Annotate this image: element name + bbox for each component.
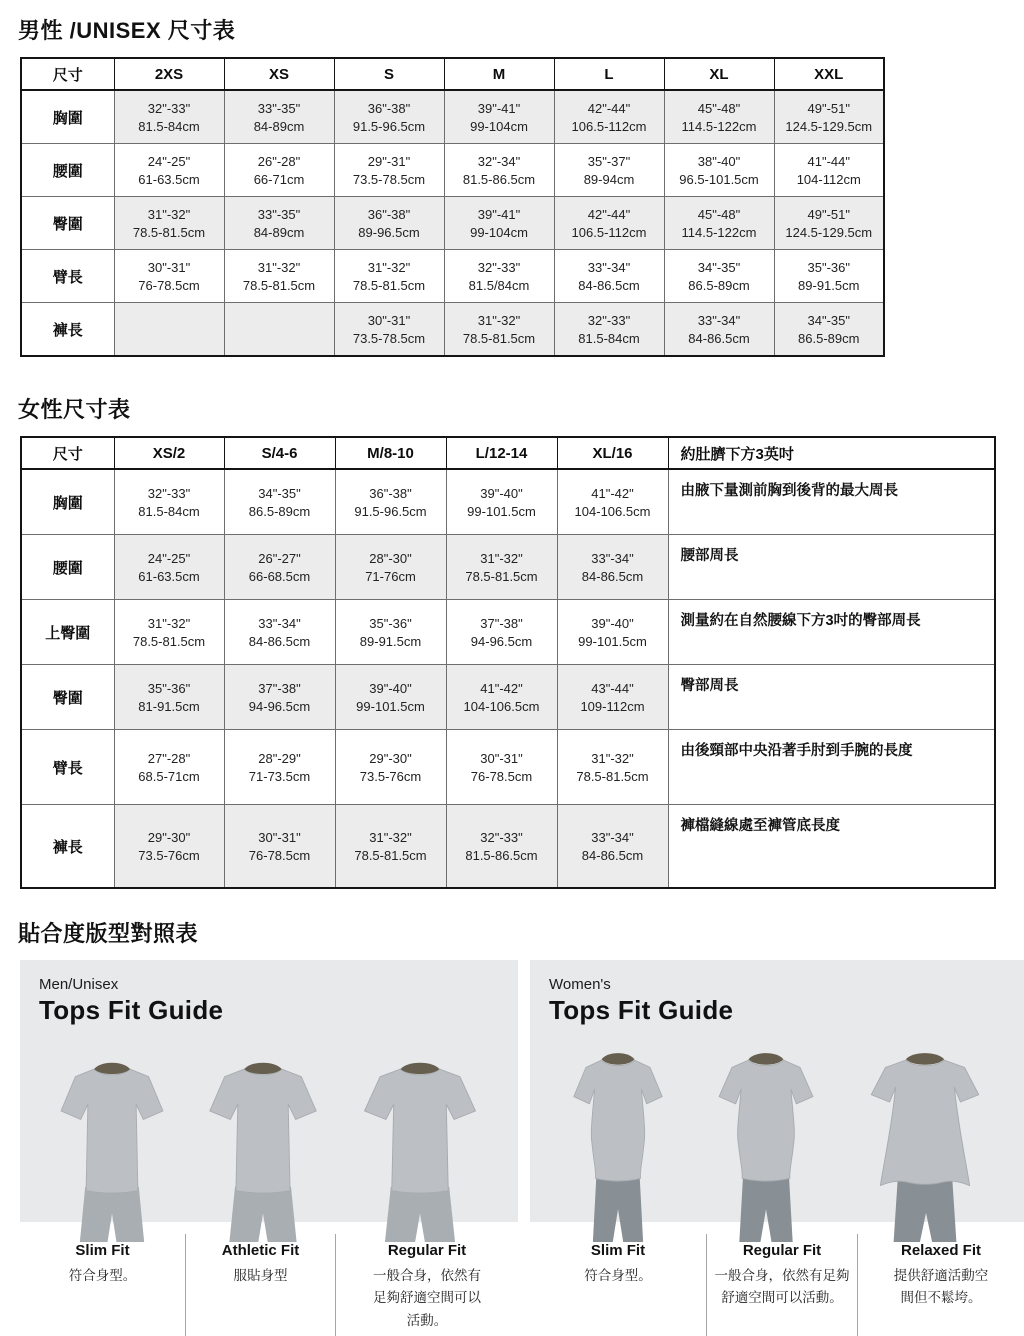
size-inches: 42"-44" xyxy=(587,206,631,222)
size-cell xyxy=(335,600,446,665)
row-label: 褲長 xyxy=(21,303,114,357)
size-inches: 31"-32" xyxy=(147,615,191,631)
size-cm: 84-86.5cm xyxy=(248,633,311,649)
size-cm: 68.5-71cm xyxy=(138,768,200,784)
size-cell xyxy=(334,250,444,303)
fit-description: 一般合身，依然有足夠舒適空間可以活動。 xyxy=(373,1268,481,1328)
size-cm: 81.5-86.5cm xyxy=(462,171,536,187)
fit-label-slim xyxy=(20,1234,185,1336)
size-inches: 30"-31" xyxy=(258,829,301,845)
womens-regular-tshirt-figure xyxy=(697,1042,835,1242)
size-inches: 26"-28" xyxy=(257,153,301,169)
size-inches: 31"-32" xyxy=(367,259,411,275)
size-inches: 31"-32" xyxy=(257,259,301,275)
size-cell xyxy=(114,197,224,250)
size-cell xyxy=(335,469,446,535)
table-row xyxy=(21,805,995,889)
row-label: 臂長 xyxy=(21,730,114,805)
size-inches: 31"-32" xyxy=(147,206,191,222)
fit-name: Regular Fit xyxy=(387,1242,467,1259)
column-header: M xyxy=(444,58,554,90)
mens-slim-tshirt-figure xyxy=(45,1052,179,1242)
row-label: 胸圍 xyxy=(21,90,114,144)
column-header: XL/16 xyxy=(557,437,668,469)
size-cell xyxy=(664,90,774,144)
size-cell xyxy=(114,303,224,357)
table-row xyxy=(21,469,995,535)
table-row xyxy=(21,730,995,805)
size-cm: 71-76cm xyxy=(365,568,416,584)
size-cell xyxy=(224,805,335,889)
size-cm: 104-112cm xyxy=(796,171,861,187)
size-cell xyxy=(114,730,224,805)
size-cell xyxy=(557,600,668,665)
size-cell xyxy=(446,600,557,665)
fit-name: Regular Fit xyxy=(742,1242,822,1259)
size-inches: 33"-35" xyxy=(257,100,301,116)
size-inches: 36"-38" xyxy=(367,206,411,222)
size-cell xyxy=(557,469,668,535)
size-cell xyxy=(554,144,664,197)
size-cm: 84-86.5cm xyxy=(578,277,640,293)
size-cell xyxy=(224,197,334,250)
fit-labels-row xyxy=(20,1234,1024,1336)
column-header: XXL xyxy=(774,58,884,90)
size-cm: 81.5-86.5cm xyxy=(465,847,538,863)
size-inches: 43"-44" xyxy=(591,680,634,696)
size-cell xyxy=(446,805,557,889)
size-cell xyxy=(114,805,224,889)
size-cm: 84-86.5cm xyxy=(581,568,644,584)
row-label: 臀圍 xyxy=(21,197,114,250)
table-row xyxy=(21,303,884,357)
column-header: 2XS xyxy=(114,58,224,90)
size-inches: 32"-33" xyxy=(147,100,191,116)
size-cell xyxy=(224,535,335,600)
size-inches: 34"-35" xyxy=(697,259,741,275)
column-header: S xyxy=(334,58,444,90)
size-cell xyxy=(774,144,884,197)
size-cm: 66-71cm xyxy=(253,171,305,187)
size-cell xyxy=(774,250,884,303)
size-cm: 99-104cm xyxy=(470,118,528,134)
size-cell xyxy=(444,303,554,357)
womens-slim-tshirt-figure xyxy=(553,1042,683,1242)
column-header: M/8-10 xyxy=(335,437,446,469)
column-header: XL xyxy=(664,58,774,90)
size-cm: 89-91.5cm xyxy=(359,633,422,649)
fit-label-regular xyxy=(335,1234,518,1336)
size-cm: 89-94cm xyxy=(583,171,635,187)
column-header: XS xyxy=(224,58,334,90)
table-row xyxy=(21,535,995,600)
size-inches: 45"-48" xyxy=(697,100,741,116)
size-cm: 104-106.5cm xyxy=(463,698,540,714)
size-inches: 29"-30" xyxy=(369,750,412,766)
size-inches: 38"-40" xyxy=(697,153,741,169)
size-cm: 91.5-96.5cm xyxy=(352,118,426,134)
size-cm: 124.5-129.5cm xyxy=(785,118,873,134)
size-inches: 39"-40" xyxy=(369,680,412,696)
mens-athletic-tshirt-figure xyxy=(193,1052,333,1242)
womens-fit-panel xyxy=(530,960,1024,1222)
size-inches: 29"-30" xyxy=(147,829,191,845)
size-inches: 33"-35" xyxy=(257,206,301,222)
size-cm: 91.5-96.5cm xyxy=(354,503,427,519)
size-cm: 61-63.5cm xyxy=(138,171,200,187)
mens-size-title: 男性 /UNISEX 尺寸表 xyxy=(18,18,236,43)
size-cm: 109-112cm xyxy=(580,698,645,714)
column-header: L xyxy=(554,58,664,90)
size-inches: 30"-31" xyxy=(367,312,411,328)
row-label: 腰圍 xyxy=(21,144,114,197)
size-cell xyxy=(224,90,334,144)
size-cell xyxy=(335,730,446,805)
size-cell xyxy=(557,805,668,889)
size-cm: 81-91.5cm xyxy=(138,698,200,714)
womens-panel-heading: Tops Fit Guide xyxy=(549,995,734,1025)
size-cm: 86.5-89cm xyxy=(688,277,750,293)
fit-guide-title: 貼合度版型對照表 xyxy=(18,921,199,946)
size-inches: 33"-34" xyxy=(591,829,634,845)
size-cm: 106.5-112cm xyxy=(571,224,647,240)
table-row xyxy=(21,665,995,730)
header-row xyxy=(21,58,884,90)
measure-description: 由腋下量測前胸到後背的最大周長 xyxy=(668,469,995,535)
table-row xyxy=(21,600,995,665)
size-cm: 86.5-89cm xyxy=(798,330,860,346)
size-cm: 86.5-89cm xyxy=(248,503,311,519)
size-cell xyxy=(224,665,335,730)
row-label: 上臀圍 xyxy=(21,600,114,665)
column-header: 尺寸 xyxy=(21,437,114,469)
size-cm: 81.5-84cm xyxy=(138,118,200,134)
size-inches: 33"-34" xyxy=(697,312,741,328)
size-cm: 76-78.5cm xyxy=(138,277,200,293)
size-cm: 73.5-76cm xyxy=(359,768,422,784)
size-chart-page xyxy=(0,14,1024,1328)
size-inches: 28"-29" xyxy=(258,750,301,766)
size-cell xyxy=(114,90,224,144)
size-cell xyxy=(334,144,444,197)
size-inches: 34"-35" xyxy=(258,485,301,501)
mens-fit-labels xyxy=(20,1234,518,1336)
size-cell xyxy=(334,197,444,250)
fit-description: 符合身型。 xyxy=(68,1268,137,1283)
size-inches: 33"-34" xyxy=(591,550,634,566)
size-cell xyxy=(224,250,334,303)
size-cell xyxy=(664,303,774,357)
header-row xyxy=(21,437,995,469)
size-inches: 39"-41" xyxy=(477,206,521,222)
mens-figures xyxy=(20,1052,518,1242)
size-cell xyxy=(444,144,554,197)
size-inches: 35"-36" xyxy=(147,680,191,696)
size-cell xyxy=(664,250,774,303)
size-cm: 84-89cm xyxy=(253,224,305,240)
size-inches: 34"-35" xyxy=(807,312,850,328)
fit-label-athletic xyxy=(185,1234,335,1336)
size-inches: 49"-51" xyxy=(807,206,850,222)
measure-description: 褲檔縫線處至褲管底長度 xyxy=(668,805,995,889)
size-cm: 89-91.5cm xyxy=(798,277,860,293)
size-inches: 32"-34" xyxy=(477,153,521,169)
size-inches: 32"-33" xyxy=(477,259,521,275)
size-cell xyxy=(557,730,668,805)
size-cell xyxy=(446,730,557,805)
size-cell xyxy=(446,535,557,600)
womens-relaxed-tshirt-figure xyxy=(849,1042,1001,1242)
size-cm: 78.5-81.5cm xyxy=(242,277,316,293)
size-cm: 78.5-81.5cm xyxy=(132,633,206,649)
size-cell xyxy=(554,303,664,357)
mens-fit-panel xyxy=(20,960,518,1222)
row-label: 臂長 xyxy=(21,250,114,303)
size-inches: 27"-28" xyxy=(147,750,191,766)
size-cm: 99-101.5cm xyxy=(356,698,425,714)
size-inches: 31"-32" xyxy=(591,750,634,766)
measure-description: 臀部周長 xyxy=(668,665,995,730)
column-header: 尺寸 xyxy=(21,58,114,90)
size-inches: 35"-36" xyxy=(369,615,412,631)
size-inches: 35"-37" xyxy=(587,153,631,169)
size-cell xyxy=(114,535,224,600)
size-cm: 73.5-78.5cm xyxy=(352,330,426,346)
size-inches: 31"-32" xyxy=(369,829,412,845)
womens-panel-subtitle: Women's xyxy=(549,976,611,993)
size-inches: 39"-40" xyxy=(480,485,523,501)
size-cell xyxy=(224,144,334,197)
size-cm: 71-73.5cm xyxy=(248,768,311,784)
size-cm: 81.5/84cm xyxy=(468,277,530,293)
size-inches: 36"-38" xyxy=(369,485,412,501)
fit-name: Slim Fit xyxy=(75,1242,130,1259)
fit-label-regular xyxy=(706,1234,857,1336)
size-cell xyxy=(114,665,224,730)
size-cm: 94-96.5cm xyxy=(248,698,311,714)
size-inches: 32"-33" xyxy=(147,485,191,501)
size-cm: 78.5-81.5cm xyxy=(132,224,206,240)
size-cm: 96.5-101.5cm xyxy=(679,171,759,187)
size-cell xyxy=(774,90,884,144)
size-cell xyxy=(444,197,554,250)
size-inches: 30"-31" xyxy=(147,259,191,275)
size-cell xyxy=(114,469,224,535)
size-cell xyxy=(335,665,446,730)
size-cm: 73.5-76cm xyxy=(138,847,200,863)
size-inches: 31"-32" xyxy=(477,312,521,328)
mens-panel-subtitle: Men/Unisex xyxy=(39,976,119,993)
size-cm: 78.5-81.5cm xyxy=(576,768,649,784)
size-inches: 39"-41" xyxy=(477,100,521,116)
size-inches: 33"-34" xyxy=(587,259,631,275)
size-inches: 41"-42" xyxy=(591,485,634,501)
size-cell xyxy=(664,197,774,250)
size-cell xyxy=(114,600,224,665)
row-label: 胸圍 xyxy=(21,469,114,535)
table-row xyxy=(21,144,884,197)
column-header: 約肚臍下方3英吋 xyxy=(668,437,995,469)
size-cell xyxy=(335,535,446,600)
size-cell xyxy=(554,90,664,144)
size-cell xyxy=(554,197,664,250)
size-inches: 32"-33" xyxy=(480,829,523,845)
size-inches: 24"-25" xyxy=(147,550,191,566)
fit-name: Athletic Fit xyxy=(221,1242,300,1259)
size-inches: 41"-42" xyxy=(480,680,523,696)
size-cm: 76-78.5cm xyxy=(248,847,311,863)
size-cm: 81.5-84cm xyxy=(138,503,200,519)
size-inches: 33"-34" xyxy=(258,615,301,631)
size-inches: 45"-48" xyxy=(697,206,741,222)
fit-description: 符合身型。 xyxy=(584,1268,652,1283)
row-label: 腰圍 xyxy=(21,535,114,600)
size-cell xyxy=(774,303,884,357)
column-header: S/4-6 xyxy=(224,437,335,469)
size-cm: 99-104cm xyxy=(470,224,528,240)
size-cm: 84-86.5cm xyxy=(688,330,750,346)
fit-description: 提供舒適活動空間但不鬆垮。 xyxy=(893,1268,989,1306)
size-inches: 28"-30" xyxy=(369,550,412,566)
size-inches: 35"-36" xyxy=(807,259,850,275)
size-inches: 30"-31" xyxy=(480,750,523,766)
size-cell xyxy=(557,665,668,730)
size-inches: 31"-32" xyxy=(480,550,523,566)
womens-size-table xyxy=(20,436,996,889)
size-cell xyxy=(554,250,664,303)
fit-guide-panels xyxy=(20,960,1024,1222)
measure-description: 測量約在自然腰線下方3吋的臀部周長 xyxy=(668,600,995,665)
size-inches: 26"-27" xyxy=(258,550,301,566)
size-cell xyxy=(446,665,557,730)
table-row xyxy=(21,250,884,303)
size-cm: 99-101.5cm xyxy=(467,503,536,519)
size-inches: 49"-51" xyxy=(807,100,850,116)
size-cm: 99-101.5cm xyxy=(578,633,647,649)
row-label: 臀圍 xyxy=(21,665,114,730)
fit-label-slim xyxy=(530,1234,706,1336)
size-cell xyxy=(335,805,446,889)
womens-size-title: 女性尺寸表 xyxy=(18,397,131,422)
size-cell xyxy=(224,469,335,535)
size-cm: 89-96.5cm xyxy=(358,224,420,240)
size-cm: 61-63.5cm xyxy=(138,568,200,584)
size-cell xyxy=(664,144,774,197)
mens-regular-tshirt-figure xyxy=(347,1052,493,1242)
size-inches: 37"-38" xyxy=(480,615,523,631)
size-cm: 94-96.5cm xyxy=(470,633,533,649)
size-cm: 78.5-81.5cm xyxy=(352,277,426,293)
size-cm: 78.5-81.5cm xyxy=(465,568,538,584)
size-cm: 114.5-122cm xyxy=(681,224,757,240)
size-inches: 24"-25" xyxy=(147,153,191,169)
size-inches: 37"-38" xyxy=(258,680,301,696)
size-cell xyxy=(334,90,444,144)
size-cm: 124.5-129.5cm xyxy=(785,224,873,240)
size-cell xyxy=(114,144,224,197)
size-cm: 84-89cm xyxy=(253,118,305,134)
size-cm: 78.5-81.5cm xyxy=(354,847,427,863)
size-cell xyxy=(774,197,884,250)
fit-description: 服貼身型 xyxy=(233,1268,288,1283)
size-cm: 76-78.5cm xyxy=(470,768,533,784)
size-cell xyxy=(224,303,334,357)
row-label: 褲長 xyxy=(21,805,114,889)
fit-name: Slim Fit xyxy=(590,1242,646,1259)
size-inches: 36"-38" xyxy=(367,100,411,116)
womens-fit-labels xyxy=(530,1234,1024,1336)
size-inches: 42"-44" xyxy=(587,100,631,116)
mens-size-table xyxy=(20,57,885,357)
size-cell xyxy=(114,250,224,303)
size-cm: 104-106.5cm xyxy=(574,503,651,519)
table-row xyxy=(21,197,884,250)
size-cell xyxy=(444,250,554,303)
measure-description: 由後頸部中央沿著手肘到手腕的長度 xyxy=(668,730,995,805)
womens-figures xyxy=(530,1042,1024,1242)
size-cm: 66-68.5cm xyxy=(248,568,311,584)
fit-name: Relaxed Fit xyxy=(900,1242,982,1259)
mens-panel-heading: Tops Fit Guide xyxy=(39,995,224,1025)
size-inches: 39"-40" xyxy=(591,615,634,631)
size-cm: 81.5-84cm xyxy=(578,330,640,346)
size-inches: 41"-44" xyxy=(807,153,850,169)
column-header: L/12-14 xyxy=(446,437,557,469)
size-cell xyxy=(444,90,554,144)
size-inches: 32"-33" xyxy=(587,312,631,328)
size-inches: 29"-31" xyxy=(367,153,411,169)
fit-description: 一般合身，依然有足夠舒適空間可以活動。 xyxy=(714,1268,850,1306)
size-cm: 73.5-78.5cm xyxy=(352,171,426,187)
size-cell xyxy=(224,730,335,805)
fit-label-relaxed xyxy=(857,1234,1024,1336)
size-cm: 114.5-122cm xyxy=(681,118,757,134)
measure-description: 腰部周長 xyxy=(668,535,995,600)
size-cm: 106.5-112cm xyxy=(571,118,647,134)
size-cell xyxy=(224,600,335,665)
column-header: XS/2 xyxy=(114,437,224,469)
size-cm: 78.5-81.5cm xyxy=(462,330,536,346)
size-cell xyxy=(334,303,444,357)
size-cm: 84-86.5cm xyxy=(581,847,644,863)
table-row xyxy=(21,90,884,144)
size-cell xyxy=(446,469,557,535)
size-cell xyxy=(557,535,668,600)
